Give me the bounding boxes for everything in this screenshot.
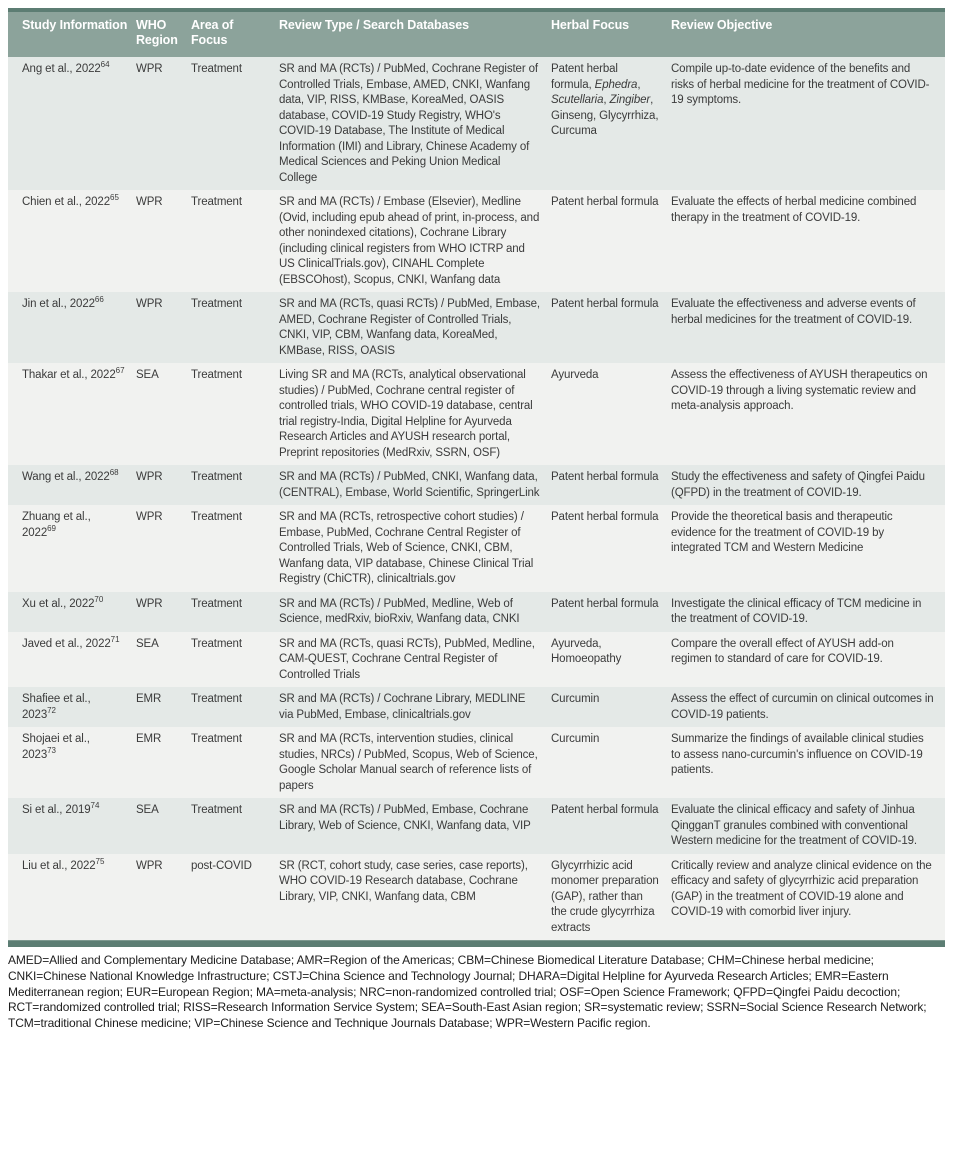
area-of-focus-cell: Treatment [191, 63, 242, 75]
area-of-focus-cell: Treatment [191, 511, 242, 523]
area-of-focus-cell: Treatment [191, 196, 242, 208]
who-region-cell: SEA [136, 804, 159, 816]
area-of-focus-cell: Treatment [191, 369, 242, 381]
citation-superscript: 69 [47, 523, 57, 533]
who-region-cell: WPR [136, 597, 163, 610]
col-header-study-information: Study Information [8, 10, 136, 57]
studies-table [8, 8, 945, 940]
review-objective-cell: Summarize the findings of available clinical studies to assess nano-curcumin's influence on COVID-19 patients. [671, 733, 924, 776]
who-region-cell: EMR [136, 693, 162, 705]
table-bottom-rule [8, 940, 945, 947]
herbal-focus-cell [551, 292, 671, 363]
herbal-focus-cell [551, 854, 671, 941]
review-type-cell: SR and MA (RCTs) / PubMed, CNKI, Wanfang data, (CENTRAL), Embase, World Scientific, SpringerLink [279, 471, 540, 499]
herbal-focus-cell [551, 505, 671, 592]
study-information-cell: Ang et al., 2022$^{64}$ [22, 60, 110, 75]
table-header [8, 10, 945, 57]
who-region-cell: WPR [136, 471, 163, 483]
who-region-cell: WPR [136, 298, 163, 310]
herbal-focus-text: Ayurveda [551, 369, 599, 381]
review-objective-cell: Critically review and analyze clinical evidence on the efficacy and safety of glycyrrhizic acid preparation (GAP) in the treatment of COVID-19 alone and COVID-19 with comorbid liver injury. [671, 859, 932, 918]
review-type-cell: SR and MA (RCTs, quasi RCTs) / PubMed, Embase, AMED, Cochrane Register of Controlled Trials, CNKI, VIP, CBM, Wanfang data, KoreaMed, KMBase, RISS, OASIS [279, 298, 540, 357]
review-type-cell: SR and MA (RCTs) / Cochrane Library, MEDLINE via PubMed, Embase, clinicaltrials.gov [279, 693, 526, 721]
citation-superscript: 75 [95, 856, 105, 866]
table-row [8, 592, 945, 632]
herbal-focus-cell [551, 798, 671, 854]
col-header-area-of-focus: Area of Focus [191, 10, 279, 57]
review-type-cell: SR and MA (RCTs, retrospective cohort studies) / Embase, PubMed, Cochrane Central Register of Controlled Trials, Web of Science, CNKI, CBM, Wanfang data, VIP database, Chinese Clinical Trial Registry (ChiCTR), clinicaltrials.gov [279, 511, 534, 585]
herbal-focus-text: , Ginseng, Glycyrrhiza, Curcuma [551, 94, 659, 137]
who-region-cell: WPR [136, 511, 163, 523]
review-objective-cell: Evaluate the effects of herbal medicine combined therapy in the treatment of COVID-19. [671, 196, 917, 224]
herbal-focus-cell [551, 632, 671, 688]
herbal-focus-text: , [637, 78, 641, 91]
area-of-focus-cell: Treatment [191, 637, 242, 650]
review-objective-cell: Assess the effectiveness of AYUSH therapeutics on COVID-19 through a living systematic review and meta-analysis approach. [671, 369, 928, 412]
herb-latin-name: Zingiber [609, 94, 651, 106]
review-type-cell: SR and MA (RCTs) / PubMed, Medline, Web of Science, medRxiv, bioRxiv, Wanfang data, CNKI [279, 597, 520, 625]
study-information-cell: Chien et al., 2022$^{65}$ [22, 193, 119, 208]
who-region-cell: WPR [136, 196, 163, 208]
review-objective-cell: Compile up-to-date evidence of the benefits and risks of herbal medicine for the treatment of COVID-19 symptoms. [671, 63, 930, 106]
review-type-cell: SR (RCT, cohort study, case series, case reports), WHO COVID-19 Research database, Cochrane Library, VIP, CNKI, Wanfang data, CBM [279, 859, 528, 903]
who-region-cell: WPR [136, 63, 163, 75]
table-row [8, 292, 945, 363]
herbal-focus-cell [551, 363, 671, 465]
who-region-cell: SEA [136, 369, 159, 381]
citation-superscript: 73 [47, 745, 57, 755]
study-information-cell: Wang et al., 2022$^{68}$ [22, 468, 119, 483]
table-row [8, 727, 945, 798]
herbal-focus-cell [551, 57, 671, 190]
who-region-cell: WPR [136, 859, 163, 872]
study-information-cell: Zhuang et al., 2022$^{69}$ [22, 511, 91, 539]
review-objective-cell: Provide the theoretical basis and therapeutic evidence for the treatment of COVID-19 by integrated TCM and Western Medicine [671, 511, 893, 554]
review-type-cell: Living SR and MA (RCTs, analytical observational studies) / PubMed, Cochrane central register of controlled trials, WHO COVID-19 database, central trial registry-India, Digital Helpline for Ayurveda Research Articles and AYUSH research portal, Preprint repositories (MedRxiv, SSRN, OSF) [279, 369, 533, 459]
abbreviations-footnote: AMED=Allied and Complementary Medicine Database; AMR=Region of the Americas; CBM=Chinese Biomedical Literature Database; CHM=Chinese herbal medicine; CNKI=Chinese National Knowledge Infrastructure; CSTJ=China Science and Technology Journal; DHARA=Digital Helpline for Ayurveda Research Articles; EMR=Eastern Mediterranean region; EUR=European Region; MA=meta-analysis; NRC=non-randomized controlled trial; OSF=Open Science Framework; QFPD=Qingfei Paidu decoction; RCT=randomized controlled trial; RISS=Research Information Service System; SEA=South-East Asian region; SR=systematic review; SSRN=Social Science Research Network; TCM=traditional Chinese medicine; VIP=Chinese Science and Technique Journals Database; WPR=Western Pacific region. [8, 953, 927, 1031]
review-objective-cell: Study the effectiveness and safety of Qingfei Paidu (QFPD) in the treatment of COVID-19. [671, 471, 925, 499]
citation-superscript: 68 [109, 468, 119, 478]
herbal-focus-cell [551, 727, 671, 798]
citation-superscript: 64 [100, 60, 110, 70]
area-of-focus-cell: Treatment [191, 298, 242, 310]
citation-superscript: 71 [110, 634, 120, 644]
study-information-cell: Jin et al., 2022$^{66}$ [22, 295, 104, 310]
herb-latin-name: Scutellaria [551, 94, 604, 106]
citation-superscript: 67 [115, 366, 125, 376]
col-header-review-objective: Review Objective [671, 10, 945, 57]
citation-superscript: 66 [94, 295, 104, 305]
col-header-who-region: WHO Region [136, 10, 191, 57]
citation-superscript: 72 [47, 705, 57, 715]
table-row [8, 465, 945, 505]
review-type-cell: SR and MA (RCTs, quasi RCTs), PubMed, Medline, CAM-QUEST, Cochrane Central Register of Controlled Trials [279, 637, 535, 681]
herbal-focus-text: , [603, 94, 610, 106]
herbal-focus-text: Patent herbal formula [551, 804, 659, 816]
area-of-focus-cell: Treatment [191, 597, 242, 610]
area-of-focus-cell: Treatment [191, 471, 242, 483]
herbal-focus-cell [551, 465, 671, 505]
table-row [8, 798, 945, 854]
review-objective-cell: Compare the overall effect of AYUSH add-on regimen to standard of care for COVID-19. [671, 637, 894, 665]
herbal-focus-text: Patent herbal formula [551, 511, 659, 523]
review-objective-cell: Assess the effect of curcumin on clinical outcomes in COVID-19 patients. [671, 693, 934, 721]
herbal-focus-cell [551, 190, 671, 292]
study-information-cell: Liu et al., 2022$^{75}$ [22, 856, 105, 872]
review-type-cell: SR and MA (RCTs) / Embase (Elsevier), Medline (Ovid, including epub ahead of print, in-process, and other nonindexed citations), Cochrane Library (including clinical registers from WHO ICTRP and US ClinicalTrials.gov), CINAHL Complete (EBSCOhost), Scopus, CNKI, Wanfang data [279, 196, 540, 286]
table-row [8, 687, 945, 727]
col-header-review-type: Review Type / Search Databases [279, 10, 551, 57]
herbal-focus-text: Curcumin [551, 733, 600, 745]
table-row [8, 190, 945, 292]
review-objective-cell: Evaluate the effectiveness and adverse events of herbal medicines for the treatment of COVID-19. [671, 298, 916, 326]
herbal-focus-text: Patent herbal formula [551, 597, 659, 610]
table-row [8, 505, 945, 592]
herbal-focus-cell [551, 687, 671, 727]
herbal-focus-text: Curcumin [551, 693, 600, 705]
citation-superscript: 70 [94, 594, 104, 604]
review-objective-cell: Evaluate the clinical efficacy and safety of Jinhua QingganT granules combined with conventional Western medicine for the treatment of COVID-19. [671, 804, 917, 847]
study-information-cell: Shojaei et al., 2023$^{73}$ [22, 733, 90, 761]
herbal-focus-text: Patent herbal formula [551, 196, 659, 208]
area-of-focus-cell: Treatment [191, 693, 242, 705]
table-row [8, 57, 945, 190]
herb-latin-name: Ephedra [594, 78, 638, 91]
area-of-focus-cell: Treatment [191, 733, 242, 745]
citation-superscript: 74 [90, 801, 100, 811]
study-information-cell: Javed et al., 2022$^{71}$ [22, 634, 120, 650]
review-objective-cell: Investigate the clinical efficacy of TCM medicine in the treatment of COVID-19. [671, 597, 922, 625]
study-information-cell: Si et al., 2019$^{74}$ [22, 801, 100, 816]
area-of-focus-cell: post-COVID [191, 859, 252, 872]
herbal-focus-text: Glycyrrhizic acid monomer preparation (GAP), rather than the crude glycyrrhiza extracts [551, 859, 659, 934]
who-region-cell: SEA [136, 637, 159, 650]
study-information-cell: Shafiee et al., 2023$^{72}$ [22, 693, 91, 721]
study-information-cell: Xu et al., 2022$^{70}$ [22, 594, 104, 610]
herbal-focus-text: Ayurveda, Homoeopathy [551, 637, 622, 665]
review-type-cell: SR and MA (RCTs) / PubMed, Embase, Cochrane Library, Web of Science, CNKI, Wanfang data, VIP [279, 804, 531, 832]
citation-superscript: 65 [110, 193, 119, 203]
col-header-herbal-focus: Herbal Focus [551, 10, 671, 57]
herbal-focus-text: Patent herbal formula [551, 471, 659, 483]
herbal-focus-cell [551, 592, 671, 632]
header-row [8, 10, 945, 57]
area-of-focus-cell: Treatment [191, 804, 242, 816]
table-row [8, 363, 945, 465]
review-type-cell: SR and MA (RCTs, intervention studies, clinical studies, NRCs) / PubMed, Scopus, Web of Science, Google Scholar Manual search of reference lists of papers [279, 733, 538, 792]
table-row [8, 632, 945, 688]
herbal-focus-text: Patent herbal formula, [551, 63, 618, 91]
review-type-cell: SR and MA (RCTs) / PubMed, Cochrane Register of Controlled Trials, Embase, AMED, CNKI, Wanfang data, VIP, RISS, KMBase, KoreaMed, OASIS database, COVID-19 Study Registry, WHO's COVID-19 Database, The Institute of Medical Information (IMI) and Library, Chinese Academy of Medical Sciences and Peking Union Medical College [279, 63, 538, 184]
table-row [8, 854, 945, 941]
who-region-cell: EMR [136, 733, 162, 745]
herbal-focus-text: Patent herbal formula [551, 298, 659, 310]
study-information-cell: Thakar et al., 2022$^{67}$ [22, 366, 125, 381]
studies-table-body [8, 57, 945, 940]
